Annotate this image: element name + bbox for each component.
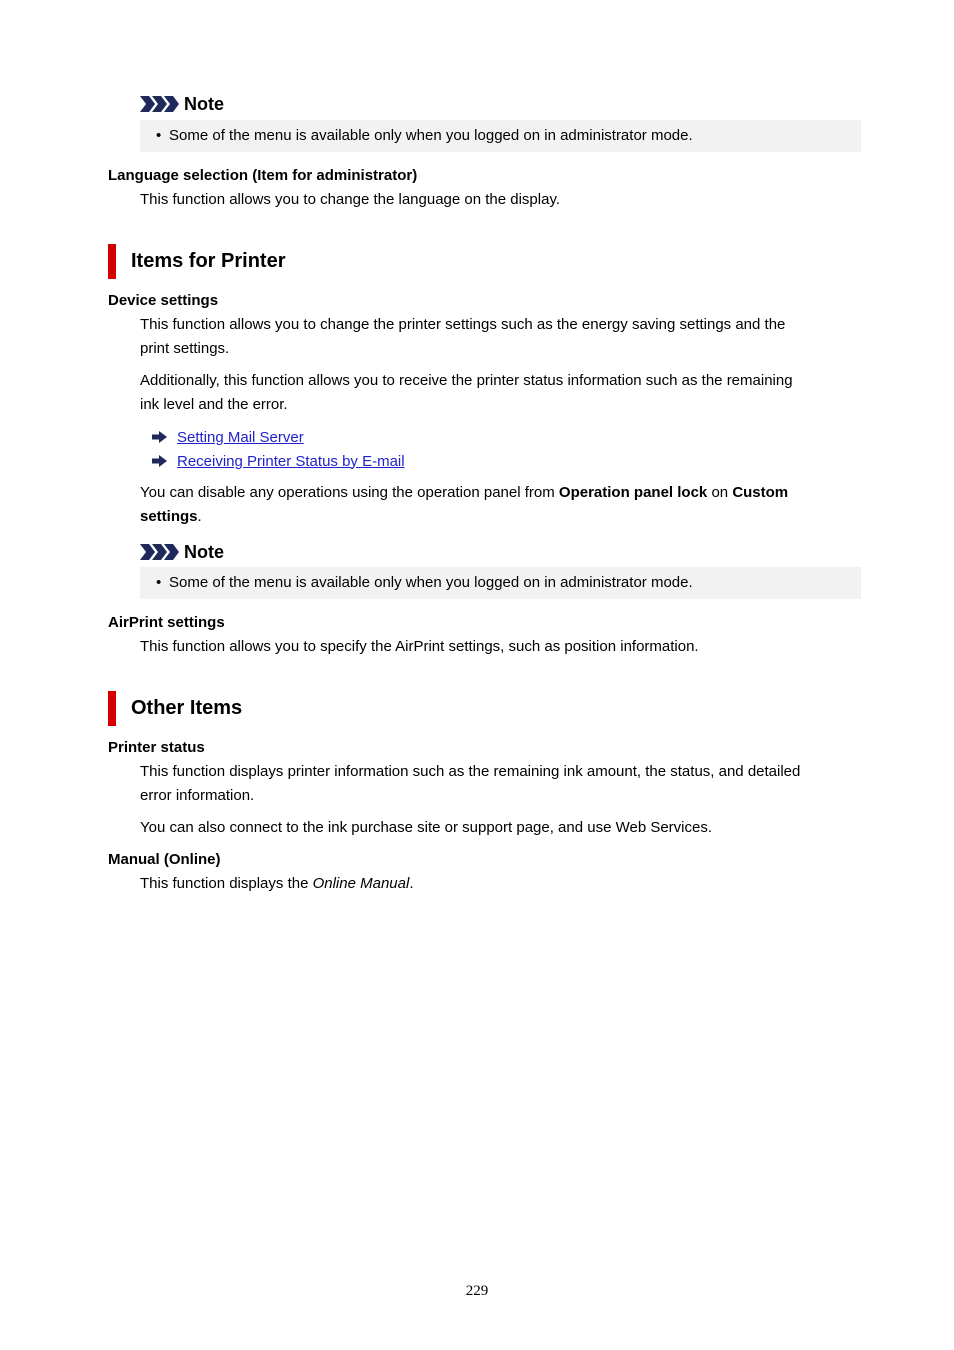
note-text: Some of the menu is available only when you logged on in administrator mode. — [169, 127, 693, 144]
text-span: You can disable any operations using the operation panel from — [140, 484, 559, 501]
link-row-mail-server[interactable] — [152, 425, 304, 449]
desc-device-settings-1 — [140, 313, 852, 361]
section-bar — [108, 691, 116, 726]
arrow-right-icon — [152, 455, 177, 467]
text-line: print settings. — [140, 340, 230, 357]
text-line: ink level and the error. — [140, 396, 288, 413]
bold-text: Operation panel lock — [558, 484, 708, 501]
bullet: • — [156, 127, 162, 144]
note-box — [140, 120, 861, 152]
link-setting-mail-server[interactable]: Setting Mail Server — [177, 428, 304, 446]
bullet: • — [156, 574, 162, 591]
term-manual-online: Manual (Online) — [108, 851, 221, 868]
note-chevrons-icon — [140, 96, 180, 112]
text-line: Additionally, this function allows you to receive the printer status information such as the remaining — [140, 372, 793, 389]
desc-airprint-settings: This function allows you to specify the AirPrint settings, such as position information. — [140, 638, 699, 655]
page-number: 229 — [465, 1283, 489, 1299]
link-receiving-printer-status[interactable]: Receiving Printer Status by E-mail — [177, 452, 405, 470]
text-line: This function allows you to change the printer settings such as the energy saving settings and the — [140, 316, 786, 333]
desc-language-selection: This function allows you to change the language on the display. — [140, 191, 560, 208]
term-printer-status: Printer status — [108, 739, 205, 756]
desc-printer-status-1 — [140, 760, 852, 808]
note-text: Some of the menu is available only when you logged on in administrator mode. — [169, 574, 693, 591]
text-span: . — [197, 508, 202, 525]
note-label: Note — [184, 94, 224, 114]
section-title-other: Other Items — [131, 697, 243, 719]
note-chevrons-icon — [140, 544, 180, 560]
text-line: This function displays printer information such as the remaining ink amount, the status, and detailed — [140, 763, 801, 780]
term-language-selection: Language selection (Item for administrator) — [108, 167, 418, 184]
text-line: error information. — [140, 787, 255, 804]
note-box — [140, 567, 861, 599]
italic-text: Online Manual — [312, 875, 410, 892]
note-header — [140, 541, 224, 563]
text-span: on — [707, 484, 733, 501]
text-span: This function displays the — [140, 875, 313, 892]
note-header — [140, 93, 224, 115]
bold-text: settings — [140, 508, 198, 525]
text-span: . — [409, 875, 414, 892]
desc-manual-online — [140, 872, 852, 896]
desc-printer-status-2: You can also connect to the ink purchase site or support page, and use Web Services. — [140, 819, 713, 836]
note-label: Note — [184, 542, 224, 562]
link-row-printer-status-email[interactable] — [152, 449, 405, 473]
desc-device-settings-2 — [140, 369, 852, 417]
bold-text: Custom — [732, 484, 789, 501]
term-device-settings: Device settings — [108, 292, 219, 309]
desc-device-settings-3 — [140, 481, 852, 529]
term-airprint-settings: AirPrint settings — [108, 614, 225, 631]
section-title-printer: Items for Printer — [131, 250, 286, 272]
arrow-right-icon — [152, 431, 177, 443]
section-bar — [108, 244, 116, 279]
